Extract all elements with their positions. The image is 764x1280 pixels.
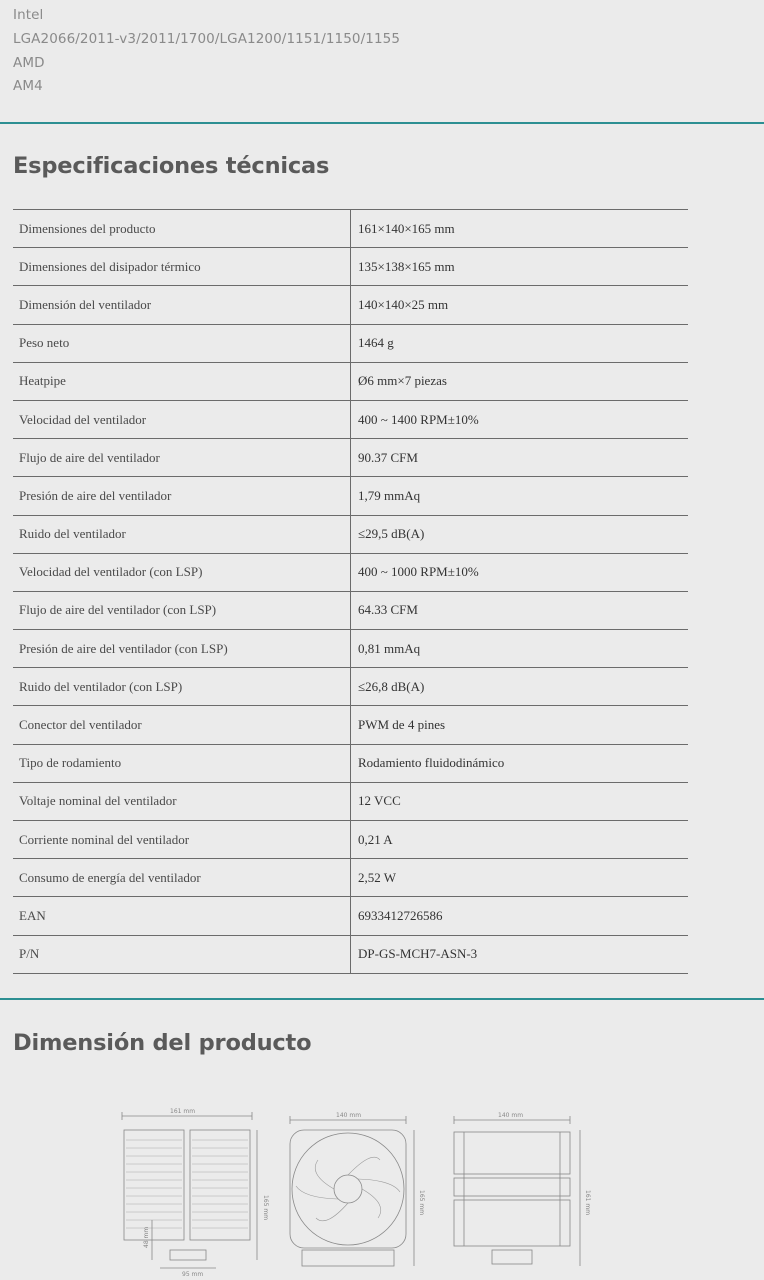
spec-row (13, 668, 688, 706)
spec-row (13, 859, 688, 897)
front-clearance-label: 48 mm (143, 1226, 150, 1248)
product-dimension-drawings (112, 1100, 602, 1280)
spec-label: Presión de aire del ventilador (con LSP) (13, 630, 351, 668)
spec-label: Corriente nominal del ventilador (13, 821, 351, 859)
spec-value: 6933412726586 (351, 897, 689, 935)
spec-row (13, 248, 688, 286)
spec-label: Heatpipe (13, 362, 351, 400)
socket-compatibility (13, 4, 400, 99)
spec-label: Tipo de rodamiento (13, 744, 351, 782)
fan-height-label: 165 mm (418, 1190, 425, 1216)
compat-line-amd-sockets: AM4 (13, 78, 43, 95)
dimensions-heading: Dimensión del producto (13, 1030, 312, 1056)
spec-value: ≤29,5 dB(A) (351, 515, 689, 553)
spec-value: 161×140×165 mm (351, 210, 689, 248)
spec-row (13, 324, 688, 362)
spec-row (13, 897, 688, 935)
spec-row (13, 515, 688, 553)
spec-label: Peso neto (13, 324, 351, 362)
spec-value: 0,81 mmAq (351, 630, 689, 668)
spec-label: Ruido del ventilador (con LSP) (13, 668, 351, 706)
compat-line-intel: Intel (13, 7, 44, 23)
spec-value: 400 ~ 1000 RPM±10% (351, 553, 689, 591)
spec-value: 1464 g (351, 324, 689, 362)
compat-line-amd: AMD (13, 54, 45, 71)
spec-label: P/N (13, 935, 351, 973)
spec-row (13, 821, 688, 859)
spec-value: 140×140×25 mm (351, 286, 689, 324)
fan-view-drawing (290, 1116, 414, 1266)
spec-value: 2,52 W (351, 859, 689, 897)
front-height-label: 165 mm (262, 1195, 269, 1221)
spec-label: Presión de aire del ventilador (13, 477, 351, 515)
spec-label: Velocidad del ventilador (con LSP) (13, 553, 351, 591)
spec-label: Velocidad del ventilador (13, 400, 351, 438)
compat-line-intel-sockets: LGA2066/2011-v3/2011/1700/LGA1200/1151/1150/1155 (13, 30, 401, 47)
spec-label: Ruido del ventilador (13, 515, 351, 553)
spec-row (13, 706, 688, 744)
spec-value: PWM de 4 pines (351, 706, 689, 744)
spec-label: Voltaje nominal del ventilador (13, 782, 351, 820)
spec-label: EAN (13, 897, 351, 935)
specs-table (13, 209, 688, 974)
spec-label: Dimensiones del disipador térmico (13, 248, 351, 286)
spec-label: Consumo de energía del ventilador (13, 859, 351, 897)
spec-label: Dimensión del ventilador (13, 286, 351, 324)
spec-value: Ø6 mm×7 piezas (351, 362, 689, 400)
spec-row (13, 782, 688, 820)
spec-label: Flujo de aire del ventilador (con LSP) (13, 591, 351, 629)
spec-row (13, 630, 688, 668)
spec-row (13, 553, 688, 591)
section-divider (0, 122, 764, 124)
side-width-label: 140 mm (498, 1112, 524, 1119)
spec-value: 12 VCC (351, 782, 689, 820)
section-divider (0, 998, 764, 1000)
spec-value: 64.33 CFM (351, 591, 689, 629)
front-width-label: 161 mm (170, 1108, 196, 1115)
spec-value: 400 ~ 1400 RPM±10% (351, 400, 689, 438)
side-height-label: 161 mm (584, 1190, 591, 1216)
spec-value: Rodamiento fluidodinámico (351, 744, 689, 782)
spec-label: Conector del ventilador (13, 706, 351, 744)
spec-row (13, 591, 688, 629)
spec-row (13, 286, 688, 324)
spec-row (13, 362, 688, 400)
fan-width-label: 140 mm (336, 1112, 362, 1119)
specs-heading: Especificaciones técnicas (13, 153, 330, 179)
spec-value: DP-GS-MCH7-ASN-3 (351, 935, 689, 973)
spec-value: 1,79 mmAq (351, 477, 689, 515)
spec-value: ≤26,8 dB(A) (351, 668, 689, 706)
spec-value: 0,21 A (351, 821, 689, 859)
spec-row (13, 477, 688, 515)
spec-row (13, 935, 688, 973)
spec-row (13, 439, 688, 477)
spec-row (13, 210, 688, 248)
spec-value: 135×138×165 mm (351, 248, 689, 286)
spec-row (13, 744, 688, 782)
side-view-drawing (454, 1116, 580, 1266)
front-base-width-label: 95 mm (182, 1271, 204, 1278)
spec-row (13, 400, 688, 438)
spec-label: Flujo de aire del ventilador (13, 439, 351, 477)
spec-value: 90.37 CFM (351, 439, 689, 477)
spec-label: Dimensiones del producto (13, 210, 351, 248)
